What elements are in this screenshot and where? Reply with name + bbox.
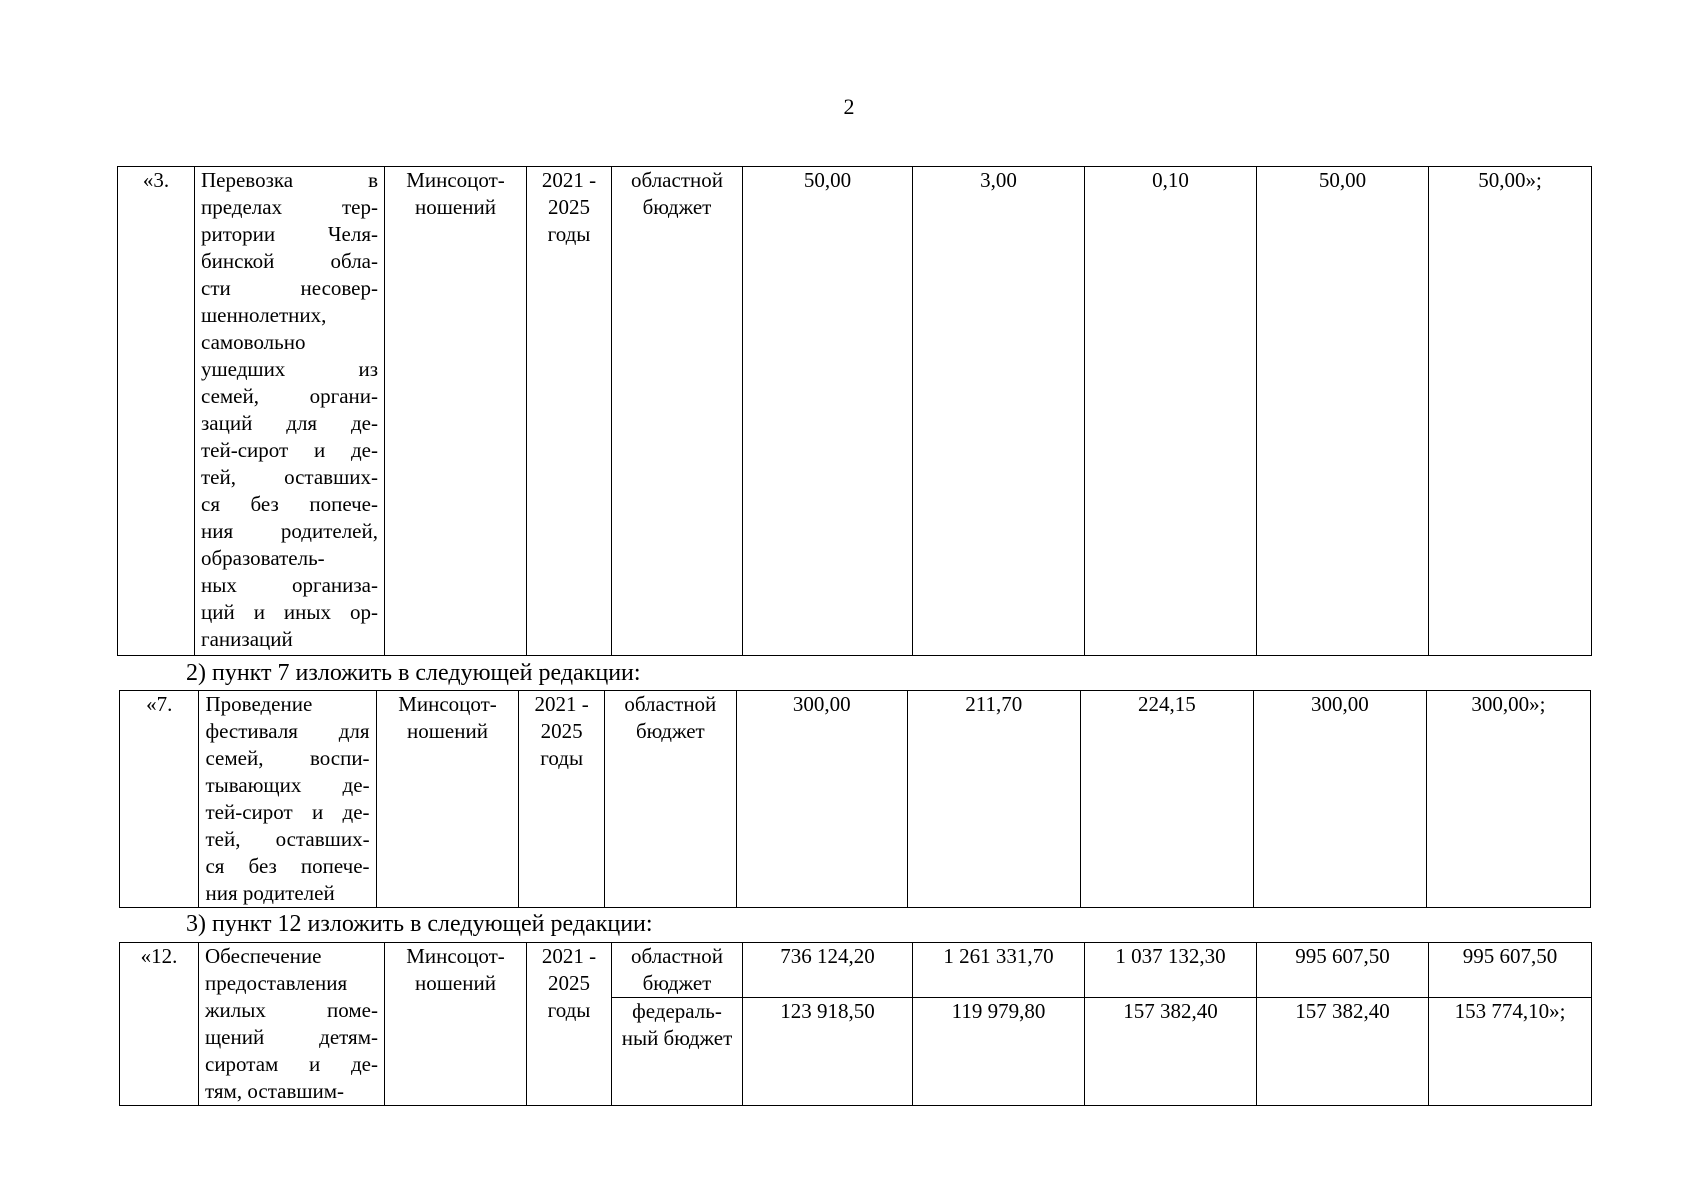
- funding-source: областной бюджет: [612, 167, 743, 656]
- measure-name-line: тей, оставших-: [205, 827, 370, 851]
- measure-name-line: шеннолетних,: [201, 303, 327, 327]
- measure-name-line: ния родителей,: [201, 519, 378, 543]
- value-cell: 300,00: [1253, 691, 1426, 908]
- table-row-7: [119, 690, 1591, 908]
- measure-name-line: заций для де-: [201, 411, 378, 435]
- measure-name-line: предоставления: [205, 971, 348, 995]
- value-cell: 736 124,20: [743, 943, 913, 998]
- value-cell: 300,00: [736, 691, 907, 908]
- measure-name-line: пределах тер-: [201, 195, 378, 219]
- executor: Минсоцот-ношений: [385, 943, 527, 1106]
- funding-source: областной бюджет: [612, 943, 743, 998]
- page-number: 2: [843, 94, 855, 119]
- measure-name-line: ций и иных ор-: [201, 600, 378, 624]
- value-cell: 995 607,50: [1257, 943, 1429, 998]
- executor: Минсоцот-ношений: [376, 691, 519, 908]
- period: 2021 - 2025 годы: [527, 943, 612, 1106]
- value-cell: 224,15: [1080, 691, 1253, 908]
- measure-name-line: семей, органи-: [201, 384, 378, 408]
- measure-name-line: ганизаций: [201, 627, 293, 651]
- value-cell: 300,00»;: [1426, 691, 1590, 908]
- value-cell: 153 774,10»;: [1429, 998, 1592, 1106]
- measure-name-line: семей, воспи-: [205, 746, 370, 770]
- measure-name-line: самовольно: [201, 330, 306, 354]
- value-cell: 123 918,50: [743, 998, 913, 1106]
- value-cell: 211,70: [907, 691, 1080, 908]
- table-row-3: [117, 166, 1592, 656]
- row-number: «12.: [120, 943, 199, 1106]
- value-cell: 50,00»;: [1429, 167, 1592, 656]
- measure-name-line: Перевозка в: [201, 168, 378, 192]
- funding-source: областной бюджет: [604, 691, 736, 908]
- period: 2021 - 2025 годы: [519, 691, 605, 908]
- funding-source: федераль-ный бюджет: [612, 998, 743, 1106]
- row-number: «3.: [118, 167, 195, 656]
- measure-name-line: щений детям-: [205, 1025, 378, 1049]
- measure-name-line: сти несовер-: [201, 276, 378, 300]
- value-cell: 119 979,80: [913, 998, 1085, 1106]
- value-cell: 157 382,40: [1257, 998, 1429, 1106]
- measure-name-line: бинской обла-: [201, 249, 378, 273]
- measure-name-line: ния родителей: [205, 881, 335, 905]
- measure-name-line: ушедших из: [201, 357, 378, 381]
- measure-name: [199, 943, 385, 1106]
- value-cell: 1 261 331,70: [913, 943, 1085, 998]
- measure-name: [199, 691, 376, 908]
- value-cell: 50,00: [1257, 167, 1429, 656]
- measure-name-line: ся без попече-: [201, 492, 378, 516]
- measure-name-line: Обеспечение: [205, 944, 322, 968]
- measure-name-line: тывающих де-: [205, 773, 370, 797]
- table-row-12: [119, 942, 1592, 1106]
- measure-name-line: Проведение: [205, 692, 313, 716]
- row-number: «7.: [120, 691, 199, 908]
- measure-name-line: тям, оставшим-: [205, 1079, 345, 1103]
- measure-name-line: фестиваля для: [205, 719, 370, 743]
- value-cell: 0,10: [1085, 167, 1257, 656]
- period: 2021 - 2025 годы: [527, 167, 612, 656]
- measure-name-line: образователь-: [201, 546, 325, 570]
- value-cell: 50,00: [743, 167, 913, 656]
- instruction-point-12: 3) пункт 12 изложить в следующей редакции:: [186, 911, 653, 937]
- measure-name-line: жилых поме-: [205, 998, 378, 1022]
- measure-name-line: ных организа-: [201, 573, 378, 597]
- value-cell: 3,00: [913, 167, 1085, 656]
- measure-name: [195, 167, 385, 656]
- measure-name-line: тей, оставших-: [201, 465, 378, 489]
- value-cell: 1 037 132,30: [1085, 943, 1257, 998]
- measure-name-line: сиротам и де-: [205, 1052, 378, 1076]
- measure-name-line: ритории Челя-: [201, 222, 378, 246]
- measure-name-line: ся без попече-: [205, 854, 370, 878]
- measure-name-line: тей-сирот и де-: [205, 800, 370, 824]
- value-cell: 995 607,50: [1429, 943, 1592, 998]
- instruction-point-7: 2) пункт 7 изложить в следующей редакции:: [186, 660, 641, 686]
- measure-name-line: тей-сирот и де-: [201, 438, 378, 462]
- executor: Минсоцот-ношений: [385, 167, 527, 656]
- value-cell: 157 382,40: [1085, 998, 1257, 1106]
